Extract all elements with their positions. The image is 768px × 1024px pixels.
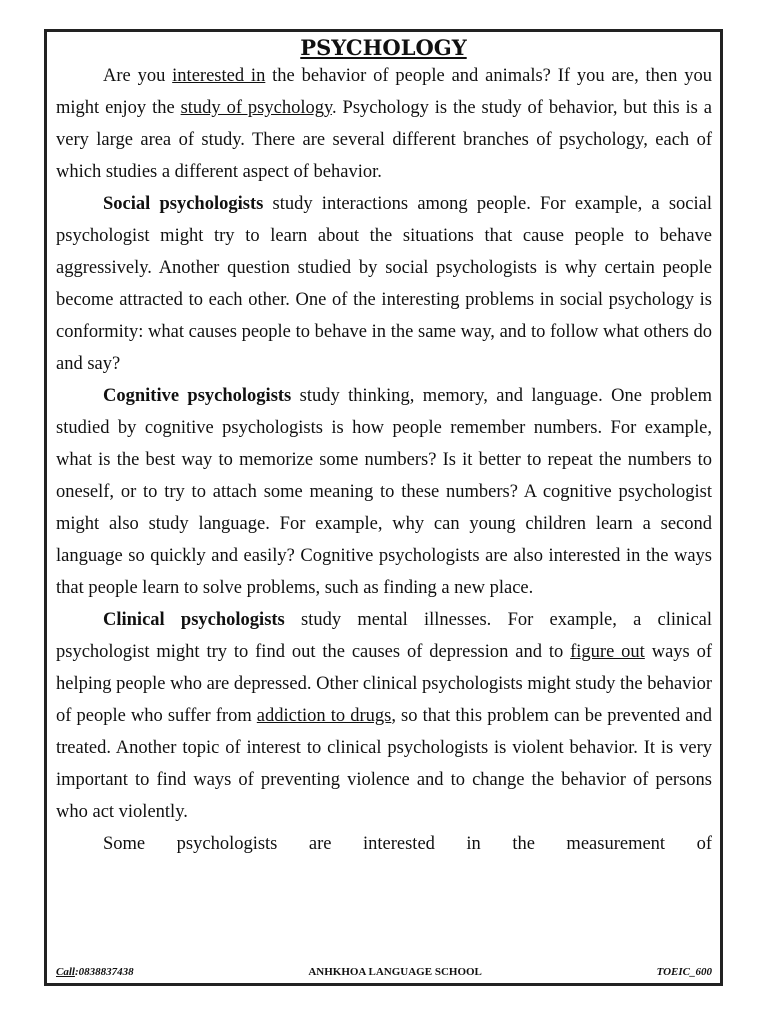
intro-text-3: . Psychology is the study of behavior, but this is a very large area of study. There are several different branches of psychology, each of which studies a different aspect of behavior.: [56, 98, 712, 182]
underlined-phrase-study-of-psychology: study of psychology: [180, 98, 333, 118]
page-frame: [44, 29, 723, 986]
footer-course-code: TOEIC_600: [656, 966, 712, 978]
cognitive-text: study thinking, memory, and language. One problem studied by cognitive psychologists is how people remember numbers. For example, what is the best way to memorize some numbers? Is it better to repeat the numbers to oneself, or to try to attach some meaning to these numbers? A cognitive psychologist might also study language. For example, why can young children learn a second language so quickly and easily? Cognitive psychologists are also interested in the ways that people learn to solve problems, such as finding a new place.: [56, 386, 712, 598]
intro-text-1: Are you: [103, 66, 173, 86]
clinical-text-3: , so that this problem can be prevented and treated. Another topic of interest to clinical psychologists is violent behavior. It is very important to find ways of preventing violence and to change the behavior of persons who act violently.: [56, 706, 713, 822]
paragraph-social: [56, 188, 712, 380]
footer-school-name: ANHKHOA LANGUAGE SCHOOL: [308, 966, 482, 978]
clinical-text-2: ways of helping people who are depressed. Other clinical psychologists might study the behavior of people who suffer from: [56, 642, 713, 726]
measurement-text: Some psychologists are interested in the measurement of: [103, 834, 712, 854]
term-clinical-psychologists: Clinical psychologists: [103, 610, 285, 630]
paragraph-measurement: [56, 828, 712, 860]
underlined-phrase-figure-out: figure out: [570, 642, 645, 662]
page-title: PSYCHOLOGY: [300, 35, 467, 60]
underlined-phrase-interested-in: interested in: [172, 66, 266, 86]
underlined-phrase-addiction-to-drugs: addiction to drugs: [256, 706, 392, 726]
paragraph-intro: [56, 60, 712, 188]
paragraph-clinical: [56, 604, 712, 828]
footer-phone: [56, 966, 134, 982]
intro-text-2: the behavior of people and animals? If you are, then you might enjoy the: [56, 66, 712, 118]
term-social-psychologists: Social psychologists: [103, 194, 264, 214]
social-text: study interactions among people. For example, a social psychologist might try to learn about the situations that cause people to behave aggressively. Another question studied by social psychologists is why certain people become attracted to each other. One of the interesting problems in social psychology is conformity: what causes people to behave in the same way, and to follow what others do and say?: [56, 194, 712, 374]
article-body: [56, 60, 712, 860]
page-footer: [56, 966, 712, 982]
footer-phone-number: :0838837438: [74, 966, 134, 978]
term-cognitive-psychologists: Cognitive psychologists: [103, 386, 292, 406]
footer-call-label: Call: [56, 966, 75, 978]
paragraph-cognitive: [56, 380, 712, 604]
clinical-text-1: study mental illnesses. For example, a clinical psychologist might try to find out the causes of depression and to: [56, 610, 713, 662]
